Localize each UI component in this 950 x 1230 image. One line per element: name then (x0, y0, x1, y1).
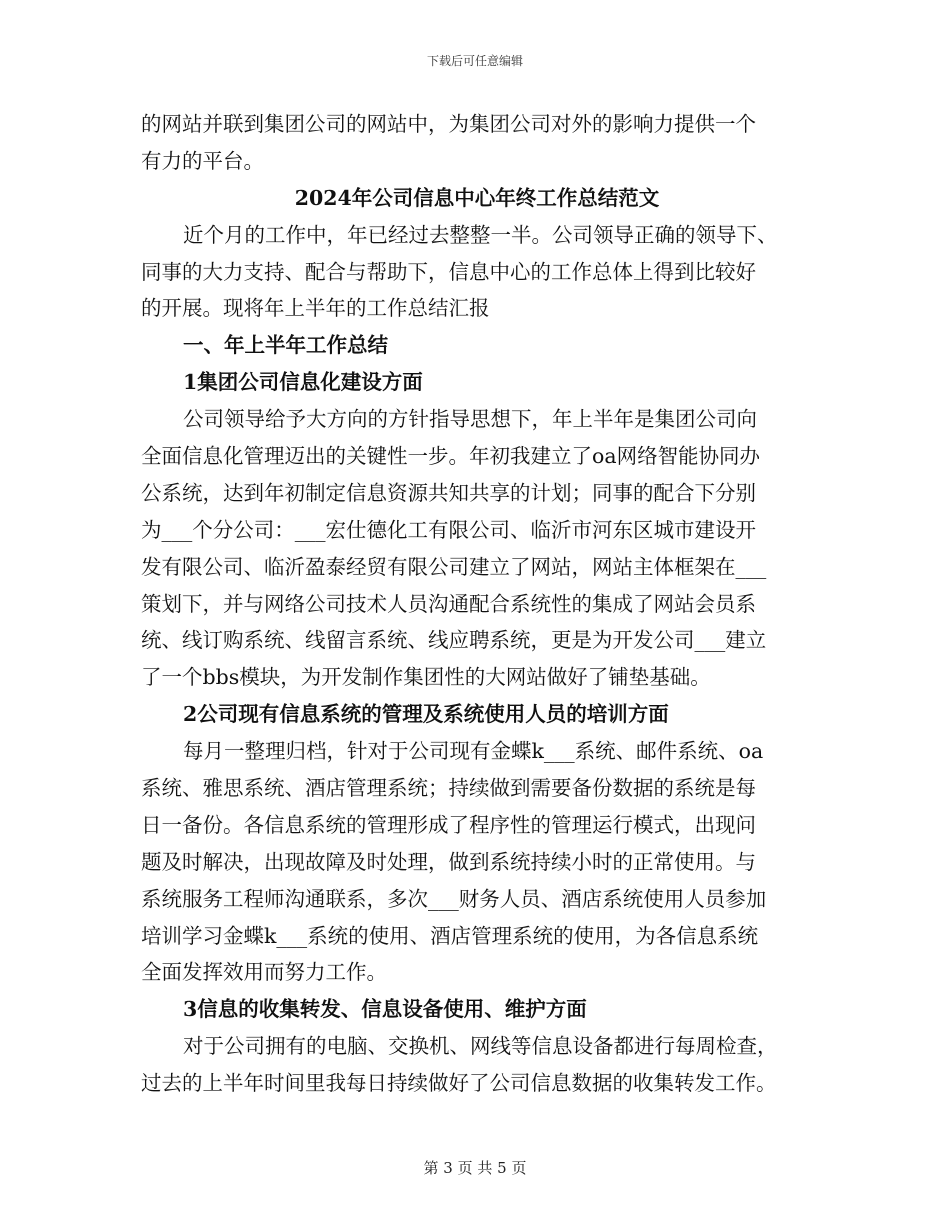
paragraph-line: 全面信息化管理迈出的关键性一步。年初我建立了oa网络智能协同办 (141, 444, 761, 469)
paragraph-line: 每月一整理归档，针对于公司现有金蝶k___系统、邮件系统、oa (183, 739, 764, 764)
section-heading: 一、年上半年工作总结 (183, 333, 388, 358)
paragraph-line: 了一个bbs模块，为开发制作集团性的大网站做好了铺垫基础。 (141, 665, 711, 690)
paragraph-line: 全面发挥效用而努力工作。 (141, 960, 387, 985)
paragraph-line: 题及时解决，出现故障及时处理，做到系统持续小时的正常使用。与 (141, 849, 756, 874)
paragraph-line: 公司领导给予大方向的方针指导思想下，年上半年是集团公司向 (183, 407, 757, 432)
paragraph-line: 有力的平台。 (141, 148, 264, 173)
paragraph-line: 发有限公司、临沂盈泰经贸有限公司建立了网站，网站主体框架在___ (141, 554, 767, 579)
paragraph-line: 同事的大力支持、配合与帮助下，信息中心的工作总体上得到比较好 (141, 259, 756, 284)
paragraph-line: 公系统，达到年初制定信息资源共知共享的计划；同事的配合下分别 (141, 480, 756, 505)
document-title: 2024年公司信息中心年终工作总结范文 (294, 185, 660, 210)
subsection-heading: 3信息的收集转发、信息设备使用、维护方面 (183, 997, 587, 1022)
paragraph-line: 统、线订购系统、线留言系统、线应聘系统，更是为开发公司___建立 (141, 628, 767, 653)
paragraph-line: 为___个分公司：___宏仕德化工有限公司、临沂市河东区城市建设开 (141, 517, 756, 542)
page-header-note: 下载后可任意编辑 (426, 54, 523, 68)
page-number: 第 3 页 共 5 页 (423, 1159, 527, 1177)
paragraph-line: 的网站并联到集团公司的网站中，为集团公司对外的影响力提供一个 (141, 112, 756, 136)
paragraph-line: 对于公司拥有的电脑、交换机、网线等信息设备都进行每周检查， (183, 1034, 778, 1059)
subsection-heading: 1集团公司信息化建设方面 (183, 370, 423, 395)
subsection-heading: 2公司现有信息系统的管理及系统使用人员的培训方面 (183, 702, 669, 727)
paragraph-line: 系统服务工程师沟通联系，多次___财务人员、酒店系统使用人员参加 (141, 886, 767, 911)
paragraph-line: 过去的上半年时间里我每日持续做好了公司信息数据的收集转发工作。 (141, 1071, 777, 1096)
paragraph-line: 培训学习金蝶k___系统的使用、酒店管理系统的使用，为各信息系统 (141, 923, 759, 948)
paragraph-line: 的开展。现将年上半年的工作总结汇报 (141, 296, 490, 321)
paragraph-line: 系统、雅思系统、酒店管理系统；持续做到需要备份数据的系统是每 (141, 776, 756, 801)
paragraph-line: 近个月的工作中，年已经过去整整一半。公司领导正确的领导下、 (183, 222, 778, 247)
paragraph-line: 策划下，并与网络公司技术人员沟通配合系统性的集成了网站会员系 (141, 591, 756, 616)
paragraph-line: 日一备份。各信息系统的管理形成了程序性的管理运行模式，出现问 (141, 812, 756, 837)
document-body (141, 106, 813, 1102)
